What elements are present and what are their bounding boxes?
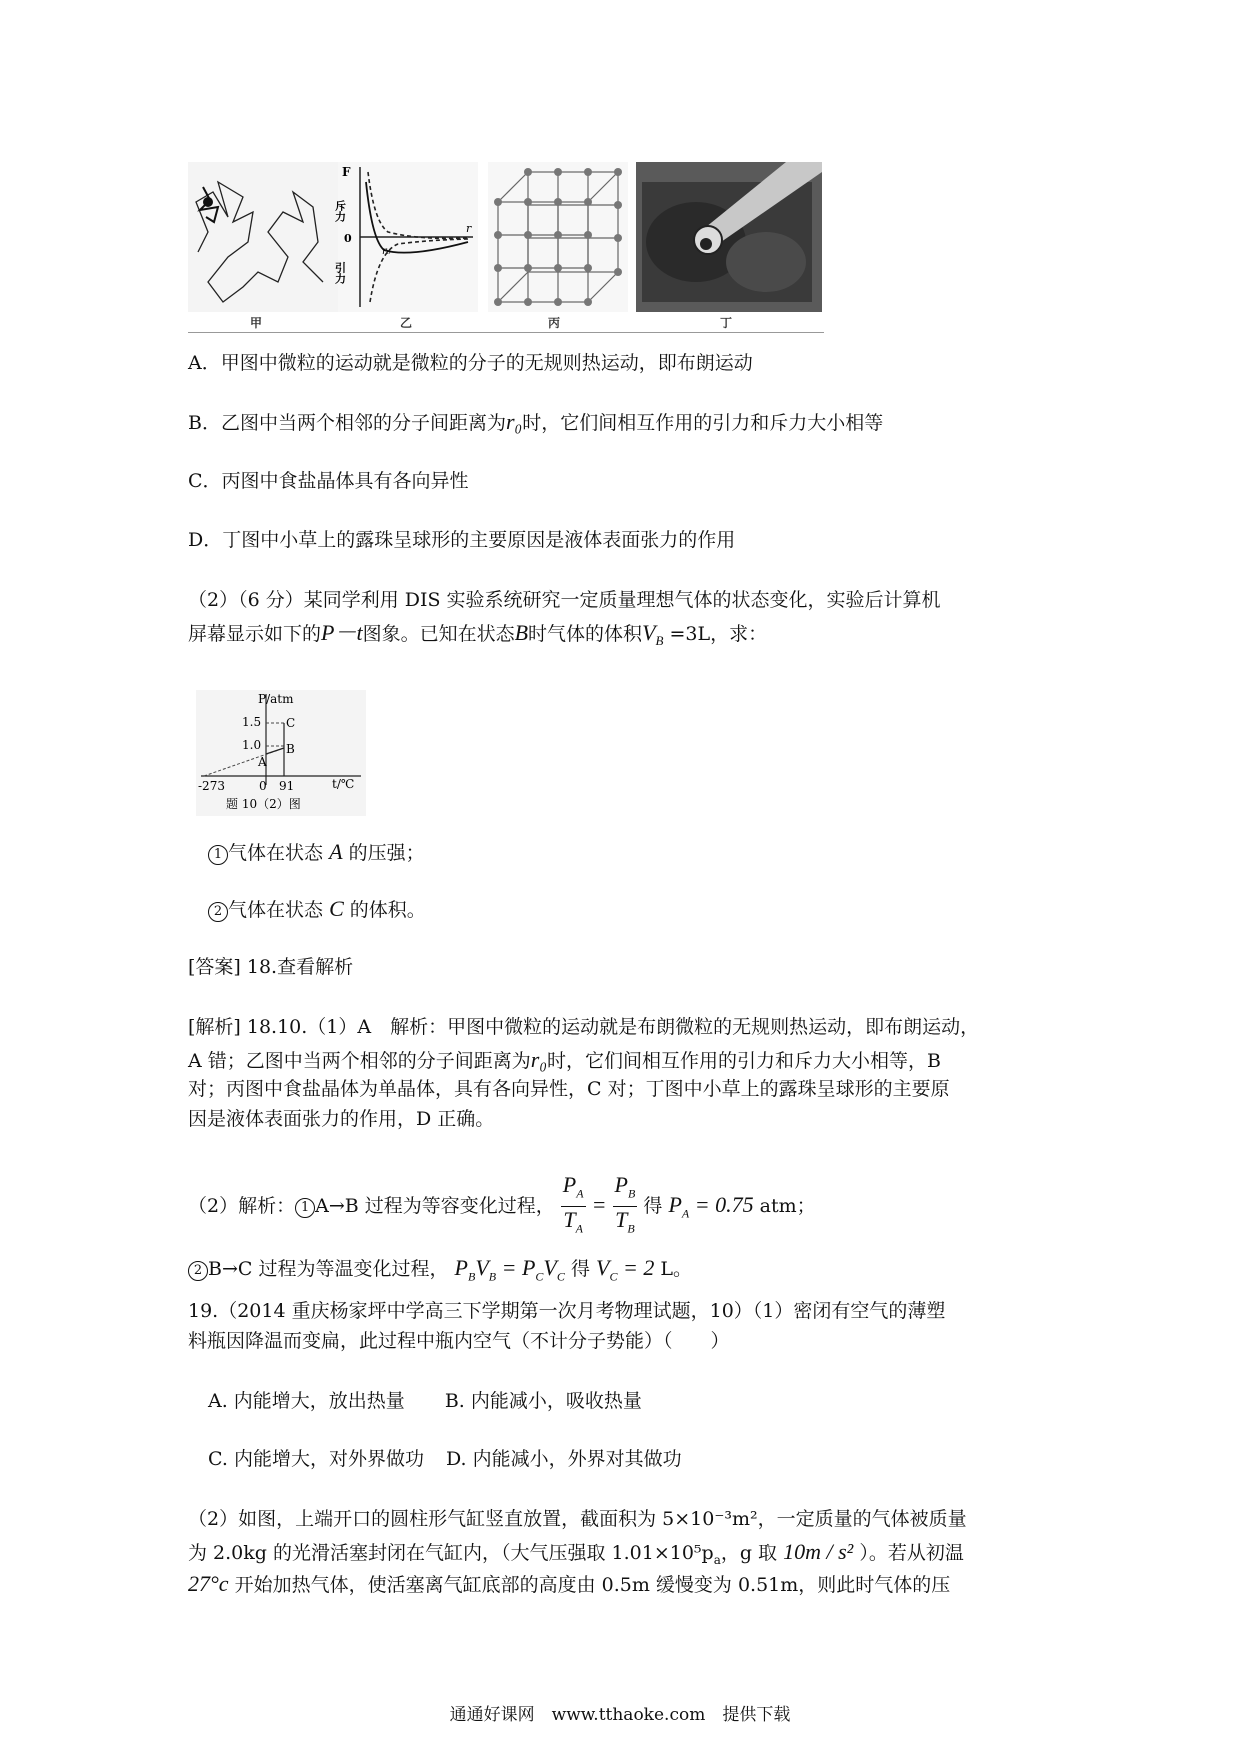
yi-r-label: r	[466, 222, 472, 235]
q18-analysis-line4: 因是液体表面张力的作用，D 正确。	[188, 1108, 495, 1130]
q19-option-c: C. 内能增大，对外界做功	[208, 1448, 424, 1470]
q19-option-b: B. 内能减小，吸收热量	[444, 1390, 642, 1412]
caption-yi: 乙	[400, 316, 413, 330]
pt-caption: 题 10（2）图	[226, 797, 301, 811]
q18-answer: [答案] 18.查看解析	[188, 956, 354, 978]
fraction-pa-ta: $\frac{P_A}{T_A}$	[562, 1172, 584, 1236]
q18-option-a: A．甲图中微粒的运动就是微粒的分子的无规则热运动，即布朗运动	[188, 352, 753, 374]
q18-option-c: C．丙图中食盐晶体具有各向异性	[188, 470, 469, 492]
yi-r0-label: r₀	[382, 246, 391, 257]
q18-part2-line1: （2）（6 分）某同学利用 DIS 实验系统研究一定质量理想气体的状态变化，实验后计算机	[188, 589, 941, 611]
q19-option-a: A. 内能增大，放出热量	[208, 1390, 405, 1412]
pt-graph	[196, 690, 366, 816]
figure-jia-brownian	[188, 162, 338, 312]
caption-ding: 丁	[720, 316, 733, 330]
pt-point-a: A	[258, 755, 267, 769]
r0-symbol: r₀	[505, 409, 523, 434]
q19-option-d: D. 内能减小，外界对其做功	[445, 1448, 682, 1470]
q18-option-d: D．丁图中小草上的露珠呈球形的主要原因是液体表面张力的作用	[188, 529, 736, 551]
q18-analysis-line2: A 错；乙图中当两个相邻的分子间距离为r₀时，它们间相互作用的引力和斥力大小相等，B	[188, 1047, 941, 1072]
yi-attract-label: 引力	[333, 262, 347, 284]
q18-solution-line2: 2 B→C 过程为等温变化过程， $P_BV_B = P_CV_C$ 得 $V_C = 2$ L。	[188, 1252, 1068, 1292]
yi-f-label: F	[342, 165, 351, 179]
yi-repel-label: 斥力	[333, 200, 347, 222]
pt-xlabel: t/℃	[332, 777, 355, 791]
pt-ylabel: P/atm	[258, 692, 294, 706]
q18-option-b: B．乙图中当两个相邻的分子间距离为r₀时，它们间相互作用的引力和斥力大小相等	[188, 409, 884, 434]
pt-x273: -273	[198, 779, 225, 793]
pt-point-c: C	[286, 716, 296, 730]
q18-analysis-line1: [解析] 18.10.（1）A 解析：甲图中微粒的运动就是布朗微粒的无规则热运动，即布朗运动，	[188, 1016, 980, 1038]
q19-options-row2	[208, 1444, 1088, 1475]
figure-bing-crystal	[488, 162, 628, 312]
pt-y15: 1.5	[242, 715, 262, 729]
pt-x0: 0	[259, 779, 267, 793]
figure-bottom-rule	[188, 332, 824, 333]
figure-strip	[188, 162, 824, 334]
fraction-pb-tb: $\frac{P_B}{T_B}$	[614, 1172, 636, 1236]
page-footer: 通通好课网 www.tthaoke.com 提供下载	[449, 1705, 791, 1725]
q19-line2: 料瓶因降温而变扁，此过程中瓶内空气（不计分子势能）（ ）	[188, 1330, 730, 1352]
q18-sub1: 1 气体在状态 A 的压强；	[208, 836, 1088, 869]
q18-analysis-line3: 对；丙图中食盐晶体为单晶体，具有各向异性，C 对；丁图中小草上的露珠呈球形的主要原	[188, 1078, 950, 1100]
q19-line1: 19.（2014 重庆杨家坪中学高三下学期第一次月考物理试题，10）（1）密闭有空气的薄塑	[188, 1300, 946, 1322]
q19-options-row1	[208, 1386, 1088, 1417]
q19-part2-line3: 27°c 开始加热气体，使活塞离气缸底部的高度由 0.5m 缓慢变为 0.51m，则此时气体的压	[188, 1571, 951, 1596]
q18-part2-line2: 屏幕显示如下的P－t图象。已知在状态B时气体的体积$V_B =3L$，求：	[188, 620, 768, 648]
q18-sub2: 2 气体在状态 C 的体积。	[208, 893, 1088, 926]
pt-point-b: B	[286, 742, 295, 756]
caption-jia: 甲	[250, 316, 263, 330]
q18-solution-line1: （2）解析： 1 A→B 过程为等容变化过程， $\frac{P_A}{T_A}$ = $\frac{P_B}{T_B}$ 得 $P_A = 0.75$ atm；	[188, 1172, 1068, 1236]
pt-x91: 91	[279, 779, 295, 793]
figure-yi-force-graph	[333, 162, 478, 312]
q19-part2-line1: （2）如图，上端开口的圆柱形气缸竖直放置，截面积为 5×10⁻³m²，一定质量的气体被质量	[188, 1508, 967, 1530]
caption-bing: 丙	[548, 316, 561, 330]
pt-y10: 1.0	[242, 738, 262, 752]
figure-ding-dewdrop	[636, 162, 822, 312]
q19-part2-line2: 为 2.0kg 的光滑活塞封闭在气缸内，（大气压强取 $1.01\times 10^5p_a$，g 取 10m / s² ）。若从初温	[188, 1539, 964, 1567]
yi-zero-label: 0	[344, 232, 352, 245]
